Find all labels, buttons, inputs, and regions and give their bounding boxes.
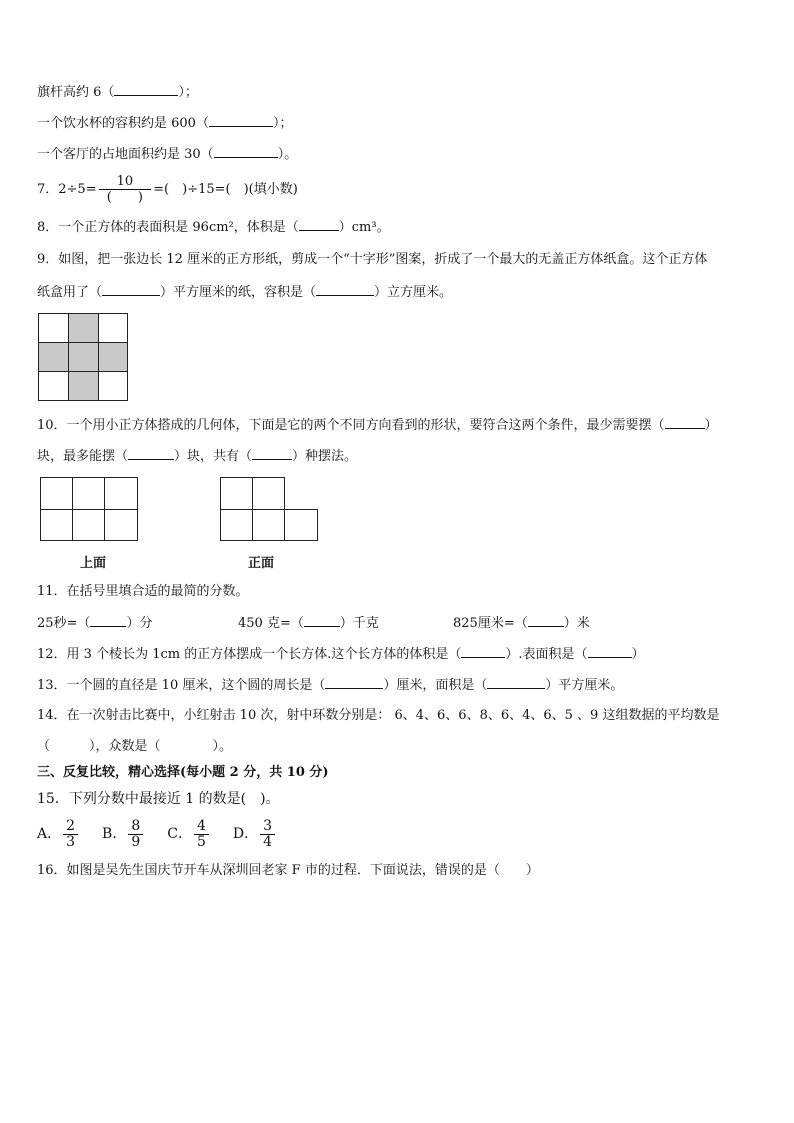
q12-text-c: ） (631, 647, 645, 662)
q10-text-b: ） (704, 418, 718, 433)
numerator: 4 (194, 819, 209, 835)
q7-lead: 7．2÷5= (37, 182, 97, 197)
denominator: 9 (131, 833, 141, 850)
numerator: 3 (260, 819, 275, 835)
q14-text-2[interactable]: （ ），众数是（ ）。 (37, 739, 233, 754)
q9-text-b: ）平方厘米的纸，容积是（ (160, 285, 317, 300)
option-fraction (260, 819, 275, 850)
cup-text: 一个饮水杯的容积约是 600（ (37, 116, 209, 131)
view-cell (252, 509, 285, 541)
q9-text-c: ）立方厘米。 (374, 285, 453, 300)
view-cell (40, 477, 73, 510)
q10-text-a: 10．一个用小正方体搭成的几何体，下面是它的两个不同方向看到的形状，要符合这两个条件，最少需要摆（ (37, 418, 665, 433)
answer-blank[interactable] (461, 645, 505, 658)
q15-stem: 15．下列分数中最接近 1 的数是( )。 (37, 791, 280, 807)
top-view-figure (40, 477, 138, 541)
q8-text: 8．一个正方体的表面积是 96cm²，体积是（ (37, 220, 299, 235)
option-c[interactable] (167, 815, 211, 853)
q10-text-e: ）种摆法。 (292, 449, 358, 464)
q14-text: 14．在一次射击比赛中，小红射击 10 次，射中环数分别是： 6、4、6、6、8、6、4、6、5 、9 这组数据的平均数是 (37, 708, 720, 723)
question-14-line1 (37, 707, 719, 725)
livingroom-text-end: ）。 (277, 147, 298, 162)
q7-denominator[interactable]: ( ) (106, 190, 143, 205)
q7-numerator: 10 (99, 174, 152, 190)
q9-text-a: 纸盒用了（ (37, 285, 103, 300)
question-9-line2 (37, 283, 452, 302)
option-label: B． (102, 826, 127, 842)
denominator: 5 (196, 833, 206, 850)
numerator: 8 (128, 819, 143, 835)
q9-text: 9．如图，把一张边长 12 厘米的正方形纸，剪成一个“十字形”图案，折成了一个最大的无盖正方体纸盒。这个正方体 (37, 252, 708, 267)
question-11-item-c (453, 614, 590, 633)
answer-blank[interactable] (90, 614, 126, 627)
top-view-caption: 上面 (80, 556, 107, 571)
answer-blank[interactable] (588, 645, 632, 658)
question-11-item-b (238, 614, 379, 633)
question-7 (37, 172, 298, 208)
front-view-figure (220, 477, 318, 541)
q13-text-c: ）平方厘米。 (545, 678, 624, 693)
question-14-line2 (37, 738, 232, 756)
question-11 (37, 583, 249, 601)
unit-line-livingroom (37, 145, 297, 164)
answer-blank[interactable] (528, 614, 564, 627)
q11-a-text: 25秒=（ (37, 616, 91, 631)
option-label: A． (37, 826, 62, 842)
question-11-items (37, 614, 152, 633)
q11-c-unit: ）米 (563, 616, 590, 631)
grid-cell (98, 371, 128, 401)
answer-blank[interactable] (209, 114, 273, 127)
answer-blank[interactable] (252, 447, 292, 460)
option-label: C． (167, 826, 192, 842)
grid-cell-shaded (38, 342, 69, 372)
answer-blank[interactable] (665, 416, 705, 429)
q12-text-b: ）.表面积是（ (505, 647, 588, 662)
livingroom-text: 一个客厅的占地面积约是 30（ (37, 147, 214, 162)
grid-cell-shaded (98, 342, 128, 372)
view-cell (72, 477, 105, 510)
q7-tail: =( )÷15=( )(填小数) (153, 182, 298, 197)
view-cell (104, 477, 138, 510)
option-a[interactable] (37, 815, 80, 853)
question-8 (37, 218, 390, 237)
question-15 (37, 790, 280, 808)
option-b[interactable] (102, 815, 145, 853)
grid-cell-shaded (68, 313, 99, 343)
q13-text-a: 13．一个圆的直径是 10 厘米，这个圆的周长是（ (37, 678, 326, 693)
q8-text-end: ）cm³。 (338, 220, 390, 235)
q13-text-b: ）厘米，面积是（ (383, 678, 488, 693)
answer-blank[interactable] (299, 218, 339, 231)
grid-cell-shaded (68, 371, 99, 401)
option-d[interactable] (233, 815, 277, 853)
view-cell (252, 477, 285, 510)
answer-blank[interactable] (128, 447, 174, 460)
section-3-title (37, 764, 329, 782)
q11-b-unit: ）千克 (339, 616, 379, 631)
question-16 (37, 862, 539, 880)
denominator: 4 (263, 833, 273, 850)
answer-blank[interactable] (114, 83, 178, 96)
section-title-text: 三、反复比较，精心选择(每小题 2 分，共 10 分) (37, 765, 329, 780)
unit-line-cup (37, 114, 292, 133)
q11-b-text: 450 克=（ (238, 616, 304, 631)
q11-stem: 11．在括号里填合适的最简的分数。 (37, 584, 249, 599)
question-9-line1 (37, 251, 707, 269)
answer-blank[interactable] (304, 614, 340, 627)
unit-line-flagpole (37, 83, 198, 102)
option-fraction (63, 819, 78, 850)
cup-text-end: ）； (272, 116, 293, 131)
q12-text-a: 12．用 3 个棱长为 1cm 的正方体摆成一个长方体.这个长方体的体积是（ (37, 647, 462, 662)
view-cell (220, 509, 253, 541)
grid-cell (38, 313, 69, 343)
answer-blank[interactable] (102, 283, 160, 296)
front-view-caption: 正面 (248, 556, 275, 571)
grid-cell (98, 313, 128, 343)
flagpole-text: 旗杆高约 6（ (37, 85, 115, 100)
grid-cell (38, 371, 69, 401)
view-cell (72, 509, 105, 541)
answer-blank[interactable] (487, 676, 545, 689)
q11-a-unit: ）分 (126, 616, 153, 631)
view-cell (284, 509, 318, 541)
option-fraction (128, 819, 143, 850)
q10-text-c: 块，最多能摆（ (37, 449, 129, 464)
q7-fraction (99, 174, 152, 205)
numerator: 2 (63, 819, 78, 835)
view-cell (40, 509, 73, 541)
q11-c-text: 825厘米=（ (453, 616, 528, 631)
question-10-line1 (37, 416, 718, 435)
question-12 (37, 645, 645, 664)
denominator: 3 (66, 833, 76, 850)
answer-blank[interactable] (325, 676, 383, 689)
view-cell (104, 509, 138, 541)
view-cell (220, 477, 253, 510)
flagpole-text-end: ）； (178, 85, 198, 100)
answer-blank[interactable] (214, 145, 278, 158)
question-13 (37, 676, 623, 695)
q16-stem: 16．如图是吴先生国庆节开车从深圳回老家 F 市的过程．下面说法，错误的是（ ） (37, 863, 539, 878)
q10-text-d: ）块，共有（ (174, 449, 253, 464)
question-15-options (37, 815, 299, 853)
question-10-line2 (37, 447, 357, 466)
option-fraction (194, 819, 209, 850)
cross-net-figure (38, 313, 128, 401)
answer-blank[interactable] (316, 283, 374, 296)
grid-cell-shaded (68, 342, 99, 372)
option-label: D． (232, 826, 259, 842)
